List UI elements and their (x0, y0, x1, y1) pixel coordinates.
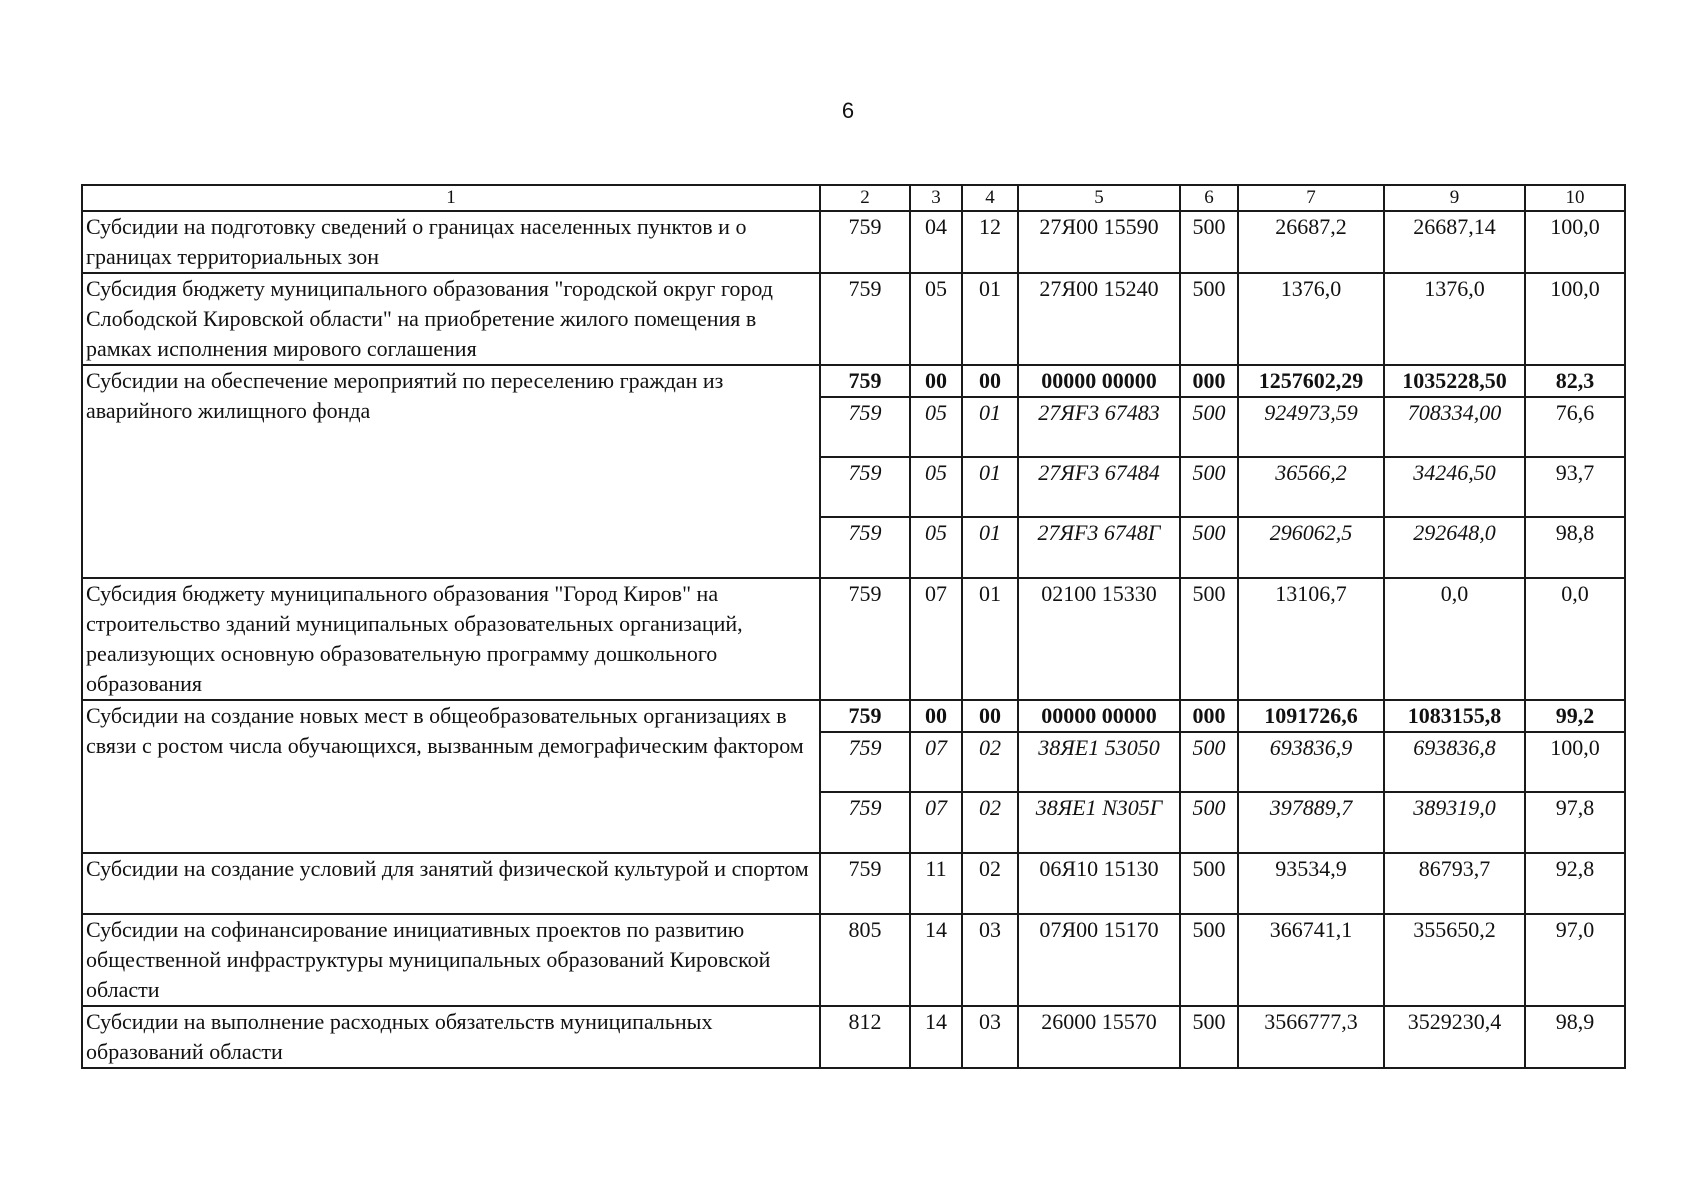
cell-percent: 97,0 (1525, 914, 1625, 1006)
cell-target-article: 02100 15330 (1018, 578, 1180, 700)
cell-executed: 1083155,8 (1384, 700, 1525, 732)
cell-target-article: 27Я00 15590 (1018, 211, 1180, 273)
cell-target-article: 07Я00 15170 (1018, 914, 1180, 1006)
cell-admin-code: 759 (820, 517, 910, 578)
row-description: Субсидия бюджету муниципального образования "Город Киров" на строительство зданий муниципальных образовательных организаций, реализующих основную образовательную программу дошкольного образования (82, 578, 820, 700)
cell-expense-type: 500 (1180, 732, 1238, 792)
cell-expense-type: 500 (1180, 1006, 1238, 1068)
cell-percent: 98,9 (1525, 1006, 1625, 1068)
cell-executed: 3529230,4 (1384, 1006, 1525, 1068)
cell-executed: 355650,2 (1384, 914, 1525, 1006)
row-description: Субсидии на софинансирование инициативных проектов по развитию общественной инфраструктуры муниципальных образований Кировской области (82, 914, 820, 1006)
row-description: Субсидии на создание условий для занятий физической культурой и спортом (82, 853, 820, 914)
cell-percent: 97,8 (1525, 792, 1625, 853)
cell-percent: 92,8 (1525, 853, 1625, 914)
cell-subsection: 00 (962, 365, 1018, 397)
cell-executed: 1376,0 (1384, 273, 1525, 365)
cell-subsection: 02 (962, 853, 1018, 914)
cell-executed: 389319,0 (1384, 792, 1525, 853)
cell-section: 05 (910, 273, 962, 365)
cell-subsection: 03 (962, 914, 1018, 1006)
column-header: 7 (1238, 185, 1384, 211)
cell-section: 00 (910, 700, 962, 732)
cell-planned: 1091726,6 (1238, 700, 1384, 732)
column-header: 6 (1180, 185, 1238, 211)
cell-target-article: 38ЯЕ1 N305Г (1018, 792, 1180, 853)
cell-percent: 76,6 (1525, 397, 1625, 457)
cell-admin-code: 759 (820, 732, 910, 792)
budget-table (81, 184, 1626, 1069)
table-row (82, 578, 1625, 700)
cell-subsection: 12 (962, 211, 1018, 273)
cell-target-article: 00000 00000 (1018, 700, 1180, 732)
cell-percent: 98,8 (1525, 517, 1625, 578)
cell-admin-code: 759 (820, 365, 910, 397)
cell-planned: 36566,2 (1238, 457, 1384, 517)
cell-target-article: 26000 15570 (1018, 1006, 1180, 1068)
cell-subsection: 01 (962, 397, 1018, 457)
cell-planned: 296062,5 (1238, 517, 1384, 578)
cell-target-article: 06Я10 15130 (1018, 853, 1180, 914)
table-row (82, 914, 1625, 1006)
cell-expense-type: 500 (1180, 211, 1238, 273)
cell-percent: 100,0 (1525, 211, 1625, 273)
cell-subsection: 01 (962, 273, 1018, 365)
row-description: Субсидии на выполнение расходных обязательств муниципальных образований области (82, 1006, 820, 1068)
cell-subsection: 02 (962, 732, 1018, 792)
cell-admin-code: 759 (820, 397, 910, 457)
cell-executed: 292648,0 (1384, 517, 1525, 578)
cell-planned: 693836,9 (1238, 732, 1384, 792)
cell-subsection: 01 (962, 578, 1018, 700)
cell-expense-type: 500 (1180, 517, 1238, 578)
cell-percent: 0,0 (1525, 578, 1625, 700)
cell-admin-code: 759 (820, 792, 910, 853)
cell-section: 00 (910, 365, 962, 397)
cell-planned: 397889,7 (1238, 792, 1384, 853)
cell-planned: 3566777,3 (1238, 1006, 1384, 1068)
cell-percent: 99,2 (1525, 700, 1625, 732)
cell-target-article: 27ЯF3 67484 (1018, 457, 1180, 517)
cell-planned: 13106,7 (1238, 578, 1384, 700)
cell-expense-type: 500 (1180, 578, 1238, 700)
cell-admin-code: 759 (820, 578, 910, 700)
cell-target-article: 00000 00000 (1018, 365, 1180, 397)
column-number-row (82, 185, 1625, 211)
column-header: 9 (1384, 185, 1525, 211)
row-description: Субсидия бюджету муниципального образования "городской округ город Слободской Кировской области" на приобретение жилого помещения в рамках исполнения мирового соглашения (82, 273, 820, 365)
cell-subsection: 01 (962, 517, 1018, 578)
cell-target-article: 27ЯF3 67483 (1018, 397, 1180, 457)
cell-planned: 1257602,29 (1238, 365, 1384, 397)
cell-section: 05 (910, 397, 962, 457)
page-number: 6 (841, 98, 855, 123)
cell-target-article: 27ЯF3 6748Г (1018, 517, 1180, 578)
cell-executed: 0,0 (1384, 578, 1525, 700)
table-row (82, 211, 1625, 273)
column-header: 4 (962, 185, 1018, 211)
cell-expense-type: 500 (1180, 273, 1238, 365)
table-row (82, 853, 1625, 914)
cell-executed: 708334,00 (1384, 397, 1525, 457)
cell-section: 07 (910, 578, 962, 700)
column-header: 3 (910, 185, 962, 211)
column-header: 10 (1525, 185, 1625, 211)
row-description: Субсидии на обеспечение мероприятий по переселению граждан из аварийного жилищного фонда (82, 365, 820, 578)
cell-executed: 1035228,50 (1384, 365, 1525, 397)
cell-subsection: 01 (962, 457, 1018, 517)
cell-subsection: 00 (962, 700, 1018, 732)
cell-section: 07 (910, 732, 962, 792)
cell-expense-type: 500 (1180, 397, 1238, 457)
cell-executed: 26687,14 (1384, 211, 1525, 273)
column-header: 1 (82, 185, 820, 211)
cell-target-article: 27Я00 15240 (1018, 273, 1180, 365)
cell-section: 05 (910, 517, 962, 578)
column-header: 2 (820, 185, 910, 211)
cell-admin-code: 759 (820, 211, 910, 273)
cell-expense-type: 500 (1180, 914, 1238, 1006)
cell-section: 04 (910, 211, 962, 273)
row-description: Субсидии на подготовку сведений о границах населенных пунктов и о границах территориальных зон (82, 211, 820, 273)
cell-admin-code: 759 (820, 273, 910, 365)
cell-executed: 34246,50 (1384, 457, 1525, 517)
cell-expense-type: 500 (1180, 457, 1238, 517)
table-row-total (82, 700, 1625, 732)
cell-percent: 82,3 (1525, 365, 1625, 397)
cell-executed: 693836,8 (1384, 732, 1525, 792)
cell-section: 14 (910, 914, 962, 1006)
cell-admin-code: 759 (820, 457, 910, 517)
cell-executed: 86793,7 (1384, 853, 1525, 914)
cell-subsection: 02 (962, 792, 1018, 853)
column-header: 5 (1018, 185, 1180, 211)
cell-admin-code: 759 (820, 700, 910, 732)
cell-expense-type: 500 (1180, 792, 1238, 853)
table-row (82, 273, 1625, 365)
cell-planned: 924973,59 (1238, 397, 1384, 457)
cell-admin-code: 759 (820, 853, 910, 914)
cell-planned: 1376,0 (1238, 273, 1384, 365)
cell-planned: 93534,9 (1238, 853, 1384, 914)
cell-admin-code: 805 (820, 914, 910, 1006)
cell-percent: 93,7 (1525, 457, 1625, 517)
cell-subsection: 03 (962, 1006, 1018, 1068)
row-description: Субсидии на создание новых мест в общеобразовательных организациях в связи с ростом числа обучающихся, вызванным демографическим фактором (82, 700, 820, 853)
table-row (82, 1006, 1625, 1068)
cell-expense-type: 000 (1180, 700, 1238, 732)
cell-planned: 26687,2 (1238, 211, 1384, 273)
cell-planned: 366741,1 (1238, 914, 1384, 1006)
cell-expense-type: 000 (1180, 365, 1238, 397)
cell-section: 07 (910, 792, 962, 853)
cell-section: 05 (910, 457, 962, 517)
cell-target-article: 38ЯЕ1 53050 (1018, 732, 1180, 792)
cell-percent: 100,0 (1525, 732, 1625, 792)
cell-section: 11 (910, 853, 962, 914)
cell-section: 14 (910, 1006, 962, 1068)
cell-percent: 100,0 (1525, 273, 1625, 365)
table-row-total (82, 365, 1625, 397)
cell-admin-code: 812 (820, 1006, 910, 1068)
cell-expense-type: 500 (1180, 853, 1238, 914)
